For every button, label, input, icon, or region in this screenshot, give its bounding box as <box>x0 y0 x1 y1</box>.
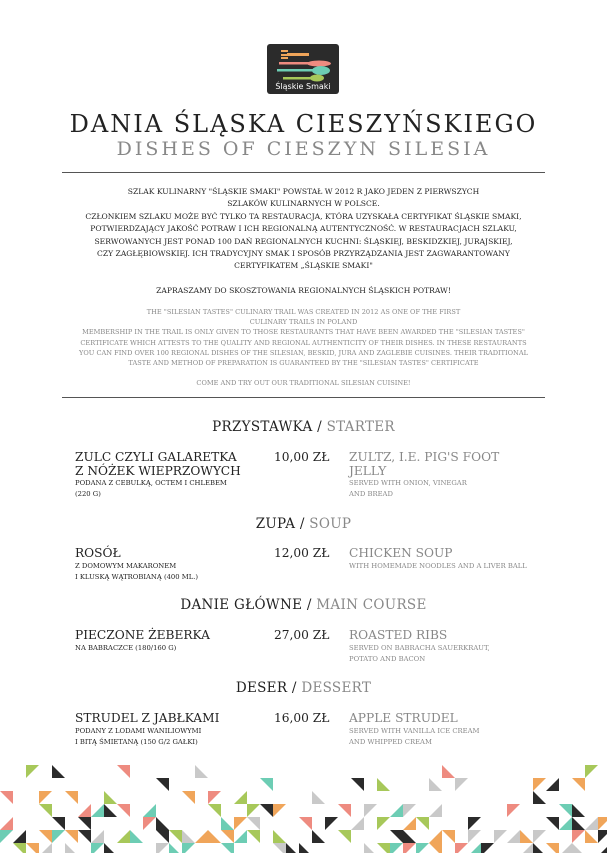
page-subtitle: DISHES OF CIESZYN SILESIA <box>116 138 491 160</box>
menu-divider <box>62 397 545 398</box>
pattern-triangle <box>312 791 325 804</box>
pattern-triangle <box>39 843 52 853</box>
pattern-triangle <box>130 830 143 843</box>
pattern-triangle <box>299 817 312 830</box>
pattern-triangle <box>104 804 117 817</box>
pattern-triangle <box>273 804 286 817</box>
pattern-triangle <box>546 778 559 791</box>
pattern-triangle <box>78 830 91 843</box>
dish-name-english <box>349 628 549 642</box>
section-heading-pl: DESER <box>235 680 288 696</box>
pattern-triangle <box>364 843 377 853</box>
section-heading-en: MAIN COURSE <box>316 597 427 613</box>
top-divider <box>62 172 545 173</box>
intro-pl-line: SERWOWANYCH JEST PONAD 100 DAŃ REGIONALNYCH KUCHNI: ŚLĄSKIEJ, BESKIDZKIEJ, JURAJSKIEJ, <box>94 236 513 246</box>
dish-en-name-line: ROASTED RIBS <box>349 628 448 642</box>
pattern-triangle <box>195 830 208 843</box>
pattern-triangle <box>299 843 312 853</box>
pattern-triangle <box>156 830 169 843</box>
pattern-triangle <box>559 804 572 817</box>
pattern-triangle <box>247 830 260 843</box>
pattern-triangle <box>572 778 585 791</box>
dish-desc-line: (220 G) <box>75 490 101 498</box>
pattern-triangle <box>546 843 559 853</box>
invite-english: COME AND TRY OUT OUR TRADITIONAL SILESIAN CUISINE! <box>196 379 411 388</box>
dish-price: 10,00 ZŁ <box>274 450 330 464</box>
dish-price: 27,00 ZŁ <box>274 628 330 642</box>
pattern-triangle <box>468 843 481 853</box>
dish-en-desc-line: AND WHIPPED CREAM <box>349 738 432 746</box>
section-heading-en: STARTER <box>326 419 395 435</box>
pattern-triangle <box>117 804 130 817</box>
pattern-triangle <box>195 765 208 778</box>
pattern-triangle <box>117 830 130 843</box>
dish-description <box>75 478 275 500</box>
section-heading-main-course <box>0 597 607 613</box>
pattern-triangle <box>390 830 403 843</box>
pattern-triangle <box>234 830 247 843</box>
dish-name-english <box>349 711 549 725</box>
pattern-triangle <box>39 791 52 804</box>
pattern-triangle <box>377 817 390 830</box>
section-heading-sep: / <box>287 680 302 696</box>
pattern-triangle <box>0 817 13 830</box>
dish-desc-line: Z DOMOWYM MAKARONEM <box>75 562 177 570</box>
dish-description-english <box>349 643 559 665</box>
intro-pl-line: CERTYFIKATEM „ŚLĄSKIE SMAKI" <box>234 261 373 271</box>
section-heading-sep: / <box>312 419 327 435</box>
pattern-triangle <box>221 830 234 843</box>
dish-price: 16,00 ZŁ <box>274 711 330 725</box>
pattern-triangle <box>65 830 78 843</box>
intro-en-line: CERTIFICATE WHICH ATTESTS TO THE QUALITY AND REGIONAL AUTHENTICITY OF THEIR DISHES. IN THESE RESTAURANTS <box>80 338 527 347</box>
invite-polish: ZAPRASZAMY DO SKOSZTOWANIA REGIONALNYCH ŚLĄSKICH POTRAW! <box>156 285 451 295</box>
pattern-triangle <box>390 804 403 817</box>
dish-name-line: PIECZONE ŻEBERKA <box>75 628 210 642</box>
section-heading-pl: DANIE GŁÓWNE <box>180 597 303 613</box>
dish-description-english <box>349 561 559 572</box>
pattern-triangle <box>182 791 195 804</box>
pattern-triangle <box>455 778 468 791</box>
pattern-triangle <box>104 791 117 804</box>
pattern-triangle <box>273 830 286 843</box>
dish-name-line: Z NÓŻEK WIEPRZOWYCH <box>75 464 241 478</box>
pattern-triangle <box>234 791 247 804</box>
pattern-triangle <box>273 843 286 853</box>
brand-logo <box>267 44 339 94</box>
pattern-triangle <box>377 778 390 791</box>
pattern-triangle <box>351 778 364 791</box>
section-heading-en: SOUP <box>309 516 352 532</box>
pattern-triangle <box>143 804 156 817</box>
pattern-triangle <box>533 791 546 804</box>
pattern-triangle <box>0 791 13 804</box>
pattern-triangle <box>13 843 26 853</box>
pattern-triangle <box>260 778 273 791</box>
pattern-triangle <box>104 843 117 853</box>
pattern-triangle <box>416 843 429 853</box>
pattern-triangle <box>91 843 104 853</box>
pattern-triangle <box>572 843 585 853</box>
pattern-triangle <box>403 804 416 817</box>
dish-price: 12,00 ZŁ <box>274 546 330 560</box>
dish-name <box>75 628 270 642</box>
dish-en-desc-line: SERVED WITH ONION, VINEGAR <box>349 479 467 487</box>
page-title: DANIA ŚLĄSKA CIESZYŃSKIEGO <box>69 110 538 138</box>
pattern-triangle <box>117 765 130 778</box>
pattern-triangle <box>65 843 78 853</box>
intro-en-line: THE "SILESIAN TASTES" CULINARY TRAIL WAS CREATED IN 2012 AS ONE OF THE FIRST <box>146 308 461 316</box>
dish-desc-line: PODANA Z CEBULKĄ, OCTEM I CHLEBEM <box>75 479 227 487</box>
pattern-triangle <box>0 830 13 843</box>
pattern-triangle <box>208 791 221 804</box>
section-heading-sep: / <box>302 597 317 613</box>
dish-en-name-line: APPLE STRUDEL <box>349 711 458 725</box>
dish-name-line: ZULC CZYLI GALARETKA <box>75 450 237 464</box>
dish-name-english <box>349 546 549 560</box>
pattern-triangle <box>156 817 169 830</box>
pattern-triangle <box>182 843 195 853</box>
pattern-triangle <box>533 843 546 853</box>
dish-desc-line: PODANY Z LODAMI WANILIOWYMI <box>75 727 202 735</box>
pattern-triangle <box>169 830 182 843</box>
pattern-triangle <box>572 817 585 830</box>
pattern-triangle <box>429 830 442 843</box>
pattern-triangle <box>351 817 364 830</box>
pattern-triangle <box>598 817 607 830</box>
pattern-triangle <box>429 843 442 853</box>
section-heading-en: DESSERT <box>301 680 372 696</box>
pattern-triangle <box>403 843 416 853</box>
pattern-triangle <box>598 843 607 853</box>
dish-description <box>75 561 275 583</box>
pattern-triangle <box>468 830 481 843</box>
pattern-triangle <box>312 830 325 843</box>
pattern-triangle <box>442 830 455 843</box>
pattern-triangle <box>247 804 260 817</box>
pattern-triangle <box>533 778 546 791</box>
pattern-triangle <box>520 830 533 843</box>
pattern-triangle <box>416 817 429 830</box>
dish-en-name-line: CHICKEN SOUP <box>349 546 453 560</box>
dish-name <box>75 546 270 560</box>
section-heading-sep: / <box>295 516 310 532</box>
dish-name <box>75 711 270 725</box>
dish-description-english <box>349 478 559 500</box>
pattern-triangle <box>572 830 585 843</box>
dish-description-english <box>349 726 559 748</box>
dish-en-name-line: ZULTZ, I.E. PIG'S FOOT <box>349 450 500 464</box>
pattern-triangle <box>52 817 65 830</box>
intro-en-line: TASTE AND METHOD OF PREPARATION IS GUARANTEED BY THE "SILESIAN TASTES" CERTIFICATE <box>128 359 479 368</box>
pattern-triangle <box>585 765 598 778</box>
dish-en-desc-line: POTATO AND BACON <box>349 655 426 663</box>
pattern-triangle <box>325 817 338 830</box>
pattern-triangle <box>78 804 91 817</box>
pattern-triangle <box>221 843 234 853</box>
dish-en-desc-line: WITH HOMEMADE NOODLES AND A LIVER BALL <box>349 562 527 570</box>
pattern-triangle <box>169 843 182 853</box>
pattern-triangle <box>403 830 416 843</box>
dish-name-line: ROSÓŁ <box>75 546 121 560</box>
pattern-triangle <box>403 817 416 830</box>
section-heading-soup <box>0 516 607 532</box>
pattern-triangle <box>585 830 598 843</box>
pattern-triangle <box>442 765 455 778</box>
section-heading-pl: PRZYSTAWKA <box>212 419 313 435</box>
section-heading-pl: ZUPA <box>255 516 296 532</box>
pattern-triangle <box>91 830 104 843</box>
dish-description <box>75 726 275 748</box>
pattern-triangle <box>234 817 247 830</box>
pattern-triangle <box>338 804 351 817</box>
pattern-triangle <box>39 830 52 843</box>
pattern-triangle <box>455 843 468 853</box>
pattern-triangle <box>572 804 585 817</box>
pattern-triangle <box>65 791 78 804</box>
dish-description <box>75 643 275 654</box>
pattern-triangle <box>247 817 260 830</box>
pattern-triangle <box>559 843 572 853</box>
pattern-triangle <box>377 843 390 853</box>
section-heading-starter <box>0 419 607 435</box>
pattern-triangle <box>494 830 507 843</box>
pattern-triangle <box>286 843 299 853</box>
pattern-triangle <box>156 843 169 853</box>
dish-name <box>75 450 270 478</box>
pattern-triangle <box>429 778 442 791</box>
pattern-triangle <box>156 778 169 791</box>
intro-pl-line: CZY ZAGŁĘBIOWSKIEJ. ICH TRADYCYJNY SMAK I SPOSÓB PRZYRZĄDZANIA JEST ZAGWARANTOWANY <box>97 249 510 259</box>
intro-pl-line: POTWIERDZAJĄCY JAKOŚĆ POTRAW I ICH REGIONALNĄ AUTENTYCZNOŚĆ. W RESTAURACJACH SZLAKU, <box>90 224 517 234</box>
decorative-triangle-pattern <box>0 765 607 853</box>
pattern-triangle <box>52 830 65 843</box>
pattern-triangle <box>468 817 481 830</box>
pattern-triangle <box>182 830 195 843</box>
pattern-triangle <box>520 843 533 853</box>
pattern-triangle <box>13 830 26 843</box>
intro-pl-line: SZLAKÓW KULINARNYCH W POLSCE. <box>227 199 380 209</box>
dish-desc-line: NA BABRACZCE (180/160 G) <box>75 644 177 652</box>
intro-en-line: CULINARY TRAILS IN POLAND <box>249 318 358 327</box>
pattern-triangle <box>39 804 52 817</box>
dish-en-desc-line: SERVED WITH VANILLA ICE CREAM <box>349 727 480 735</box>
pattern-triangle <box>26 765 39 778</box>
pattern-triangle <box>91 804 104 817</box>
pattern-triangle <box>338 830 351 843</box>
pattern-triangle <box>390 843 403 853</box>
dish-en-name-line: JELLY <box>349 464 387 478</box>
pattern-triangle <box>26 843 39 853</box>
pattern-triangle <box>598 830 607 843</box>
pattern-triangle <box>507 830 520 843</box>
pattern-triangle <box>52 765 65 778</box>
dish-desc-line: I KLUSKĄ WĄTROBIANĄ (400 ML.) <box>75 573 199 581</box>
pattern-triangle <box>585 817 598 830</box>
pattern-triangle <box>559 817 572 830</box>
section-heading-dessert <box>0 680 607 696</box>
intro-english <box>66 307 541 388</box>
dish-en-desc-line: AND BREAD <box>349 490 393 498</box>
pattern-triangle <box>429 804 442 817</box>
pattern-triangle <box>221 817 234 830</box>
dish-name-english <box>349 450 549 478</box>
pattern-triangle <box>208 830 221 843</box>
intro-en-line: YOU CAN FIND OVER 100 REGIONAL DISHES OF THE SILESIAN, BESKID, JURA AND ZAGLEBIE CUISINES. THEIR TRADITIONAL <box>79 348 528 357</box>
pattern-triangle <box>507 804 520 817</box>
pattern-triangle <box>143 817 156 830</box>
pattern-triangle <box>533 830 546 843</box>
pattern-triangle <box>481 843 494 853</box>
pattern-triangle <box>364 804 377 817</box>
intro-en-line: MEMBERSHIP IN THE TRAIL IS ONLY GIVEN TO THOSE RESTAURANTS THAT HAVE BEEN AWARDED THE "SILESIAN TASTES" <box>82 328 525 337</box>
pattern-triangle <box>78 817 91 830</box>
dish-name-line: STRUDEL Z JABŁKAMI <box>75 711 220 725</box>
dish-desc-line: I BITĄ ŚMIETANĄ (150 G/2 GAŁKI) <box>75 738 198 746</box>
intro-polish <box>80 186 527 297</box>
intro-pl-line: CZŁONKIEM SZLAKU MOŻE BYĆ TYLKO TA RESTAURACJA, KTÓRA UZYSKAŁA CERTYFIKAT ŚLĄSKIE SMAKI, <box>85 211 522 221</box>
logo-text: Śląskie Smaki <box>275 82 331 91</box>
pattern-triangle <box>546 817 559 830</box>
intro-pl-line: SZLAK KULINARNY "ŚLĄSKIE SMAKI" POWSTAŁ W 2012 R JAKO JEDEN Z PIERWSZYCH <box>127 187 480 196</box>
pattern-triangle <box>208 804 221 817</box>
dish-en-desc-line: SERVED ON BABRACHA SAUERKRAUT, <box>349 644 490 652</box>
pattern-triangle <box>260 804 273 817</box>
